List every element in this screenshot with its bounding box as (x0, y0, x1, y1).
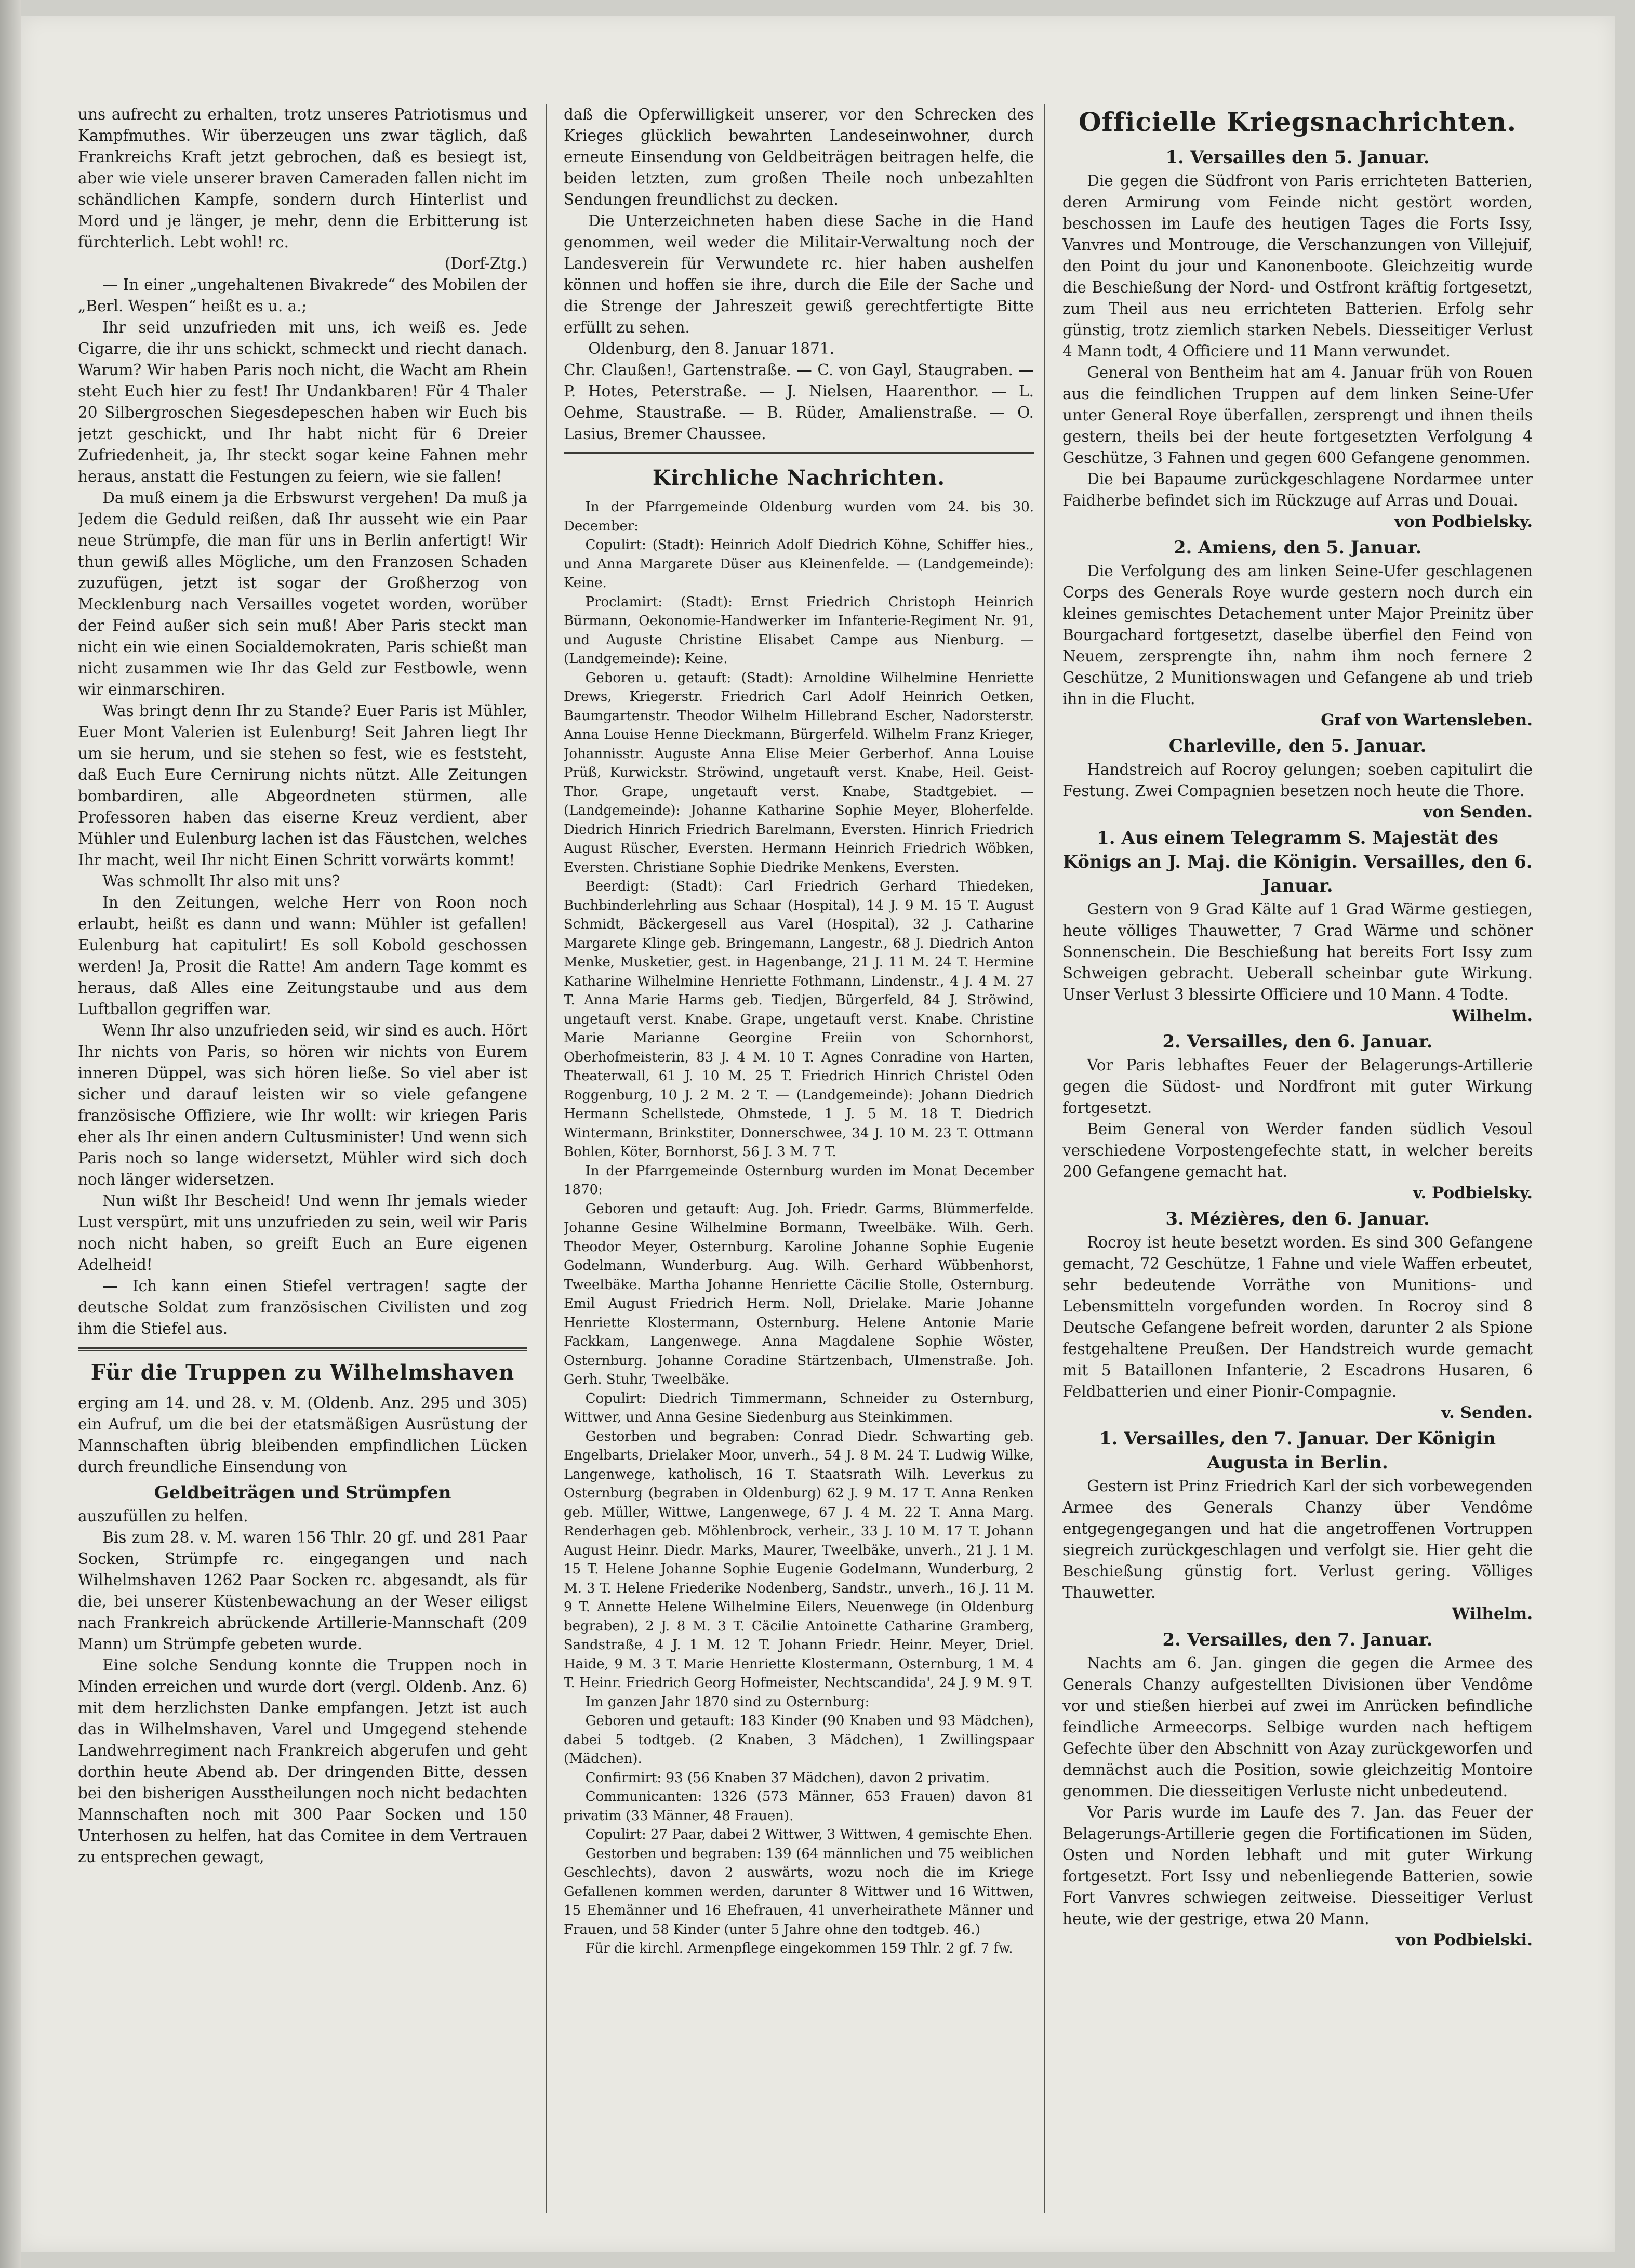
article-text: erging am 14. und 28. v. M. (Oldenb. Anz. 295 und 305) ein Aufruf, um die bei der etatsmäßigen Ausrüstung der Mannschaften übrig bleibenden empfindlichen Lücken durch freundliche Einsendung von (78, 1394, 527, 1476)
notice: Beerdigt: (Stadt): Carl Friedrich Gerhard Thiedeken, Buchbinderlehrling aus Schaar (Hospital), 14 J. 9 M. 15 T. August Schmidt, Bäckergesell aus Varel (Hospital), 32 J. Catharine Margarete Klinge geb. Bringemann, Langestr., 68 J. Diedrich Anton Menke, Musketier, gest. in Hagenbange, 21 J. 11 M. 24 T. Hermine Katharine Wilhelmine Henriette Fothmann, Lindenstr., 4 J. 4 M. 27 T. Anna Marie Harms geb. Tiedjen, Bürgerfeld, 84 J. Ströwind, ungetauft verst. Knabe. Grape, ungetauft verst. Knabe. Christine Marie Marianne Georgine Freiin von Schornhorst, Oberhofmeisterin, 83 J. 4 M. 10 T. Agnes Conradine von Harten, Theaterwall, 61 J. 10 M. 25 T. Friedrich Hinrich Christel Oden Roggenburg, 10 J. 2 M. 2 T. — (Landgemeinde): Johann Diedrich Hermann Schellstede, Ohmstede, 1 J. 5 M. 18 T. Diedrich Wintermann, Brinkstiter, Donnerschwee, 34 J. 10 M. 23 T. Ottmann Bohlen, Köter, Bornhorst, 56 J. 3 M. 7 T. (564, 879, 1034, 1160)
article-text: Da muß einem ja die Erbswurst vergehen! Da muß ja Jedem die Geduld reißen, daß Ihr ausseht wie ein Paar neue Strümpfe, die man für uns in Berlin anfertigt! Wir thun gewiß alles Mögliche, um den Franzosen Schaden zuzufügen, jetzt ist sogar der Großherzog von Mecklenburg nach Versailles vogetet worden, worüber der Feind außer sich sein muß! Aber Paris steckt man nicht ein wie einen Socialdemokraten, Paris schießt man nicht zusammen wie Ihr das Geld zur Festbowle, wenn wir einmarschiren. (78, 489, 527, 698)
notice: Communicanten: 1326 (573 Männer, 653 Frauen) davon 81 privatim (33 Männer, 48 Frauen). (564, 1789, 1034, 1824)
section-rule (78, 1347, 527, 1351)
dispatch-title: 1. Versailles, den 7. Januar. Der Königin Augusta in Berlin. (1099, 1428, 1496, 1473)
notice: Copulirt: (Stadt): Heinrich Adolf Diedrich Köhne, Schiffer hies., und Anna Margarete Düser aus Kleinenfelde. — (Landgemeinde): Keine. (564, 537, 1034, 591)
dispatch-signature: v. Podbielsky. (1413, 1184, 1533, 1202)
article-text: Was bringt denn Ihr zu Stande? Euer Paris ist Mühler, Euer Mont Valerien ist Eulenburg! Seit Jahren liegt Ihr um sie herum, und sie stehen so fest, wie es feststeht, daß Euch Eure Cernirung nichts nützt. Alle Zeitungen bombardiren, alle Abgeordneten stürmen, alle Professoren haben das eiserne Kreuz verdient, aber Mühler und Eulenburg lachen ist das Fäustchen, welches Ihr macht, weil Ihr nicht Einen Schritt vorwärts kommt! (78, 702, 527, 869)
book-gutter (0, 0, 21, 2268)
dispatch-text: Rocroy ist heute besetzt worden. Es sind 300 Gefangene gemacht, 72 Geschütze, 1 Fahne und viele Waffen erbeutet, sehr bedeutende Vorräthe von Munitions- und Lebensmitteln vorgefunden worden. In Rocroy sind 8 Deutsche Gefangene befreit worden, darunter 2 als Spione festgehaltene Preußen. Der Handstreich wurde gemacht mit 5 Bataillonen Infanterie, 2 Escadrons Husaren, 6 Feldbatterien und einer Pionir-Compagnie. (1062, 1234, 1533, 1400)
dispatch-text: Gestern ist Prinz Friedrich Karl der sich vorbewegenden Armee des Generals Chanzy über Vendôme entgegengegangen und hat die angetroffenen Vortruppen siegreich zurückgeschlagen und verfolgt sie. Hier geht die Beschießung günstig fort. Verlust gering. Völliges Thauwetter. (1062, 1477, 1533, 1601)
notice: Gestorben und begraben: 139 (64 männlichen und 75 weiblichen Geschlechts), davon 2 auswärts, wozu noch die im Kriege Gefallenen kommen werden, darunter 8 Wittwer und 16 Wittwen, 15 Ehemänner und 16 Ehefrauen, 41 unverheirathete Männer und Frauen, und 58 Kinder (unter 5 Jahre ohne den todtgeb. 46.) (564, 1846, 1034, 1938)
dispatch-text: Gestern von 9 Grad Kälte auf 1 Grad Wärme gestiegen, heute völliges Thauwetter, 7 Grad Wärme und schöner Sonnenschein. Die Beschießung hat bereits Fort Issy zum Schweigen gebracht. Ueberall scheinbar gute Wirkung. Unser Verlust 3 blessirte Officiere und 10 Mann. 4 Todte. (1062, 900, 1533, 1003)
page-section-title: Officielle Kriegsnachrichten. (1078, 107, 1517, 137)
dispatch-signature: Wilhelm. (1452, 1604, 1533, 1623)
notice: Für die kirchl. Armenpflege eingekommen 159 Thlr. 2 gf. 7 fw. (585, 1941, 1013, 1956)
article-text: Nun wißt Ihr Bescheid! Und wenn Ihr jemals wieder Lust verspürt, mit uns unzufrieden zu sein, weil wir Paris noch nicht haben, so greift Euch an Eure eigenen Adelheid! (78, 1192, 527, 1274)
notice: Proclamirt: (Stadt): Ernst Friedrich Christoph Heinrich Bürmann, Oekonomie-Handwerker im Infanterie-Regiment Nr. 91, und Auguste Christine Elisabet Campe aus Nienburg. — (Landgemeinde): Keine. (564, 594, 1034, 667)
section-heading: Für die Truppen zu Wilhelmshaven (90, 1360, 515, 1385)
column-divider (546, 104, 547, 2213)
notice: Geboren und getauft: 183 Kinder (90 Knaben und 93 Mädchen), dabei 5 todtgeb. (2 Knaben, 3 Mädchen), 1 Zwillingspaar (Mädchen). (564, 1713, 1034, 1767)
dispatch-text: General von Bentheim hat am 4. Januar früh von Rouen aus die feindlichen Truppen auf dem linken Seine-Ufer unter General Roye überfallen, zersprengt und ihnen theils gestern, theils bei der heute fortgesetzten Verfolgung 4 Geschütze, 3 Fahnen und gegen 600 Gefangene genommen. (1062, 364, 1533, 467)
dispatch-title: 1. Versailles den 5. Januar. (1165, 147, 1430, 168)
article-text: Eine solche Sendung konnte die Truppen noch in Minden erreichen und wurde dort (vergl. Oldenb. Anz. 6) mit dem herzlichsten Danke empfangen. Jetzt ist auch das in Wilhelmshaven, Varel und Umgegend stehende Landwehrregiment nach Frankreich abgerufen und geht dorthin heute Abend ab. Der dringenden Bitte, dessen bei den bisherigen Ausstheilungen noch nicht bedachten Mannschaften noch mit 300 Paar Socken und 150 Unterhosen zu helfen, hat das Comitee in dem Vertrauen zu entsprechen gewagt, (78, 1656, 527, 1866)
notice: Im ganzen Jahr 1870 sind zu Osternburg: (585, 1694, 870, 1710)
notice: In der Pfarrgemeinde Osternburg wurden im Monat December 1870: (564, 1163, 1034, 1198)
section-rule (564, 452, 1034, 456)
article-text: — In einer „ungehaltenen Bivakrede“ des Mobilen der „Berl. Wespen“ heißt es u. a.; (78, 276, 527, 315)
subheading: Geldbeiträgen und Strümpfen (154, 1482, 451, 1503)
dispatch-text: Beim General von Werder fanden südlich Vesoul verschiedene Vorpostengefechte statt, in welcher bereits 200 Gefangene gemacht hat. (1062, 1120, 1533, 1181)
notice: In der Pfarrgemeinde Oldenburg wurden vom 24. bis 30. December: (564, 499, 1034, 534)
dispatch-text: Nachts am 6. Jan. gingen die gegen die Armee des Generals Chanzy aufgestellten Divisionen über Vendôme vor und stießen hierbei auf zwei im Anrücken befindliche feindliche Armeecorps. Selbige wurden nach heftigem Gefechte über den Abschnitt von Azay zurückgeworfen und demnächst auch die Position, sowie gleichzeitig Montoire genommen. Die diesseitigen Verluste nicht unbedeutend. (1062, 1654, 1533, 1800)
signatories: Chr. Claußen!, Gartenstraße. — C. von Gayl, Staugraben. — P. Hotes, Peterstraße. — J. Nielsen, Haarenthor. — L. Oehme, Staustraße. — B. Rüder, Amalienstraße. — O. Lasius, Bremer Chaussee. (564, 361, 1034, 443)
dispatch-text: Die gegen die Südfront von Paris errichteten Batterien, deren Armirung vom Feinde nicht gestört worden, beschossen im Laufe des heutigen Tages die Forts Issy, Vanvres und Montrouge, die Verschanzungen von Villejuif, den Point du jour und Kanonenboote. Gleichzeitig wurde die Beschießung der Nord- und Ostfront kräftig fortgesetzt, zum Theil aus neu errichteten Batterien. Erfolg sehr günstig, trotz ziemlich starken Nebels. Diesseitiger Verlust 4 Mann todt, 4 Officiere und 11 Mann verwundet. (1062, 172, 1533, 360)
article-text: — Ich kann einen Stiefel vertragen! sagte der deutsche Soldat zum französischen Civilisten und zog ihm die Stiefel aus. (78, 1277, 527, 1337)
dispatch-signature: Wilhelm. (1452, 1006, 1533, 1025)
dispatch-text: Vor Paris wurde im Laufe des 7. Jan. das Feuer der Belagerungs-Artillerie gegen die Fortificationen im Süden, Osten und Norden lebhaft und mit guter Wirkung fortgesetzt. Fort Issy und nebenliegende Batterien, sowie Fort Vanvres schwiegen zeitweise. Diesseitiger Verlust heute, wie der gestrige, etwa 20 Mann. (1062, 1803, 1533, 1928)
notice: Gestorben und begraben: Conrad Diedr. Schwarting geb. Engelbarts, Drielaker Moor, unverh., 54 J. 8 M. 24 T. Ludwig Wilke, Langenwege, katholisch, 16 T. Staatsrath Wilh. Leverkus zu Osternburg (begraben in Oldenburg) 62 J. 9 M. 17 T. Anna Renken geb. Müller, Wittwe, Langenwege, 67 J. 4 M. 22 T. Anna Marg. Renderhagen geb. Möhlenbrock, verheir., 33 J. 10 M. 17 T. Johann August Heinr. Diedr. Marks, Maurer, Tweelbäke, unverh., 21 J. 1 M. 15 T. Helene Johanne Sophie Eugenie Godelmann, Wunderburg, 2 M. 3 T. Helene Friederike Nodenberg, Sandstr., unverh., 16 J. 11 M. 9 T. Annette Helene Wilhelmine Eilers, Neuenwege (in Oldenburg begraben), 2 J. 8 M. 3 T. Cäcilie Antoinette Catharine Gramberg, Sandstraße, 4 J. 1 M. 12 T. Johann Friedr. Heinr. Meyer, Driel. Haide, 9 M. 3 T. Marie Henriette Klostermann, Osternburg, 1 M. 4 T. Heinr. Friedrich Georg Hofmeister, Nechtscandida', 24 J. 9 M. 9 T. (564, 1428, 1034, 1691)
dispatch-text: Die Verfolgung des am linken Seine-Ufer geschlagenen Corps des Generals Roye wurde gestern noch durch ein kleines gemischtes Detachement unter Major Preinitz über Bourgachard fortgesetzt, daselbe überfiel den Feind von Neuem, zersprengte ihn, nahm ihm noch fernere 2 Geschütze, 2 Munitionswagen und Gefangene ab und trieb ihn in die Flucht. (1062, 562, 1533, 708)
dispatch-title: Charleville, den 5. Januar. (1168, 736, 1427, 757)
dispatch-title: 2. Amiens, den 5. Januar. (1173, 537, 1422, 558)
article-text: daß die Opferwilligkeit unserer, vor den Schrecken des Krieges glücklich bewahrten Landeseinwohner, durch erneute Einsendung von Geldbeiträgen beitragen helfe, die beiden letzten, zum großen Theile noch unbezahlten Sendungen freundlichst zu decken. (564, 105, 1034, 208)
article-text: Bis zum 28. v. M. waren 156 Thlr. 20 gf. und 281 Paar Socken, Strümpfe rc. eingegangen und nach Wilhelmshaven 1262 Paar Socken rc. abgesandt, als für die, bei unserer Küstenbewachung an der Weser eiligst nach Frankreich abrückende Artillerie-Mannschaft (209 Mann) um Strümpfe gebeten wurde. (78, 1529, 527, 1653)
dispatch-signature: Graf von Wartensleben. (1321, 711, 1533, 730)
dispatch-signature: von Senden. (1423, 803, 1533, 821)
church-notices (564, 498, 1034, 1958)
notice: Geboren und getauft: Aug. Joh. Friedr. Garms, Blümmerfelde. Johanne Gesine Wilhelmine Bormann, Tweelbäke. Wilh. Gerh. Theodor Meyer, Osternburg. Karoline Johanne Sophie Eugenie Godelmann, Wunderburg. Aug. Wilh. Gerhard Wübbenhorst, Tweelbäke. Martha Johanne Henriette Cäcilie Stolle, Osternburg. Emil August Friedrich Herm. Noll, Drielake. Marie Johanne Henriette Klostermann, Osternburg. Helene Antonie Marie Fackkam, Langenwege. Anna Magdalene Sophie Wöster, Osternburg. Johanne Coradine Stärtzenbach, Ulmenstraße. Joh. Gerh. Stuhr, Tweelbäke. (564, 1201, 1034, 1387)
article-text: Wenn Ihr also unzufrieden seid, wir sind es auch. Hört Ihr nichts von Paris, so hören wir nichts von Eurem inneren Düppel, was sich hören ließe. So viel aber ist sicher und darauf leisten wir so viele gefangene französische Offiziere, wie Ihr wollt: wir kriegen Paris eher als Ihr einen andern Cultusminister! Und wenn sich Paris noch so lange widersetzt, Mühler wird sich doch noch länger widersetzen. (78, 1022, 527, 1188)
dispatch-text: Die bei Bapaume zurückgeschlagene Nordarmee unter Faidherbe befindet sich im Rückzuge auf Arras und Douai. (1062, 470, 1533, 509)
dispatch-text: Handstreich auf Rocroy gelungen; soeben capitulirt die Festung. Zwei Compagnien besetzen noch heute die Thore. (1062, 761, 1533, 800)
article-text: uns aufrecht zu erhalten, trotz unseres Patriotismus und Kampfmuthes. Wir überzeugen uns zwar täglich, daß Frankreichs Kraft jetzt gebrochen, daß es besiegt ist, aber wie viele unserer braven Cameraden fallen nicht im schändlichen Kampfe, sondern durch Hinterlist und Mord und je länger, je mehr, denn die Erbitterung ist fürchterlich. Lebt wohl! rc. (78, 105, 527, 251)
dateline: Oldenburg, den 8. Januar 1871. (588, 340, 834, 357)
notice: Copulirt: 27 Paar, dabei 2 Wittwer, 3 Wittwen, 4 gemischte Ehen. (585, 1827, 1033, 1842)
article-text: Ihr seid unzufrieden mit uns, ich weiß es. Jede Cigarre, die ihr uns schickt, schmeckt und riecht danach. Warum? Wir haben Paris noch nicht, die Wacht am Rhein steht Euch hier zu fest! Ihr Undankbaren! Für 4 Thaler 20 Silbergroschen Siegesdepeschen haben wir Euch bis jetzt geschickt, und Ihr habt nicht für 6 Dreier Zufriedenheit, ja, Ihr steckt sogar keine Fahnen mehr heraus, anstatt die Festungen zu feiern, wie sie fallen! (78, 319, 527, 485)
source-signature: (Dorf-Ztg.) (445, 255, 527, 272)
notice: Copulirt: Diedrich Timmermann, Schneider zu Osternburg, Wittwer, und Anna Gesine Siedenburg aus Steinkimmen. (564, 1390, 1034, 1425)
column-1 (78, 104, 527, 2213)
dispatch-title: 3. Mézières, den 6. Januar. (1165, 1209, 1430, 1229)
column-3 (1062, 104, 1533, 2213)
section-heading: Kirchliche Nachrichten. (652, 466, 946, 490)
dispatch-signature: von Podbielski. (1395, 1931, 1533, 1949)
article-text: In den Zeitungen, welche Herr von Roon noch erlaubt, heißt es dann und wann: Mühler ist gefallen! Eulenburg hat capitulirt! Es soll Kobold geschossen werden! Ja, Prosit die Ratte! Am andern Tage kommt es heraus, daß Alles eine Zeitungstaube und aus dem Luftballon gegriffen war. (78, 894, 527, 1018)
dispatch-title: 2. Versailles, den 7. Januar. (1162, 1629, 1433, 1650)
column-2 (564, 104, 1034, 2213)
article-text: Die Unterzeichneten haben diese Sache in die Hand genommen, weil weder die Militair-Verwaltung noch der Landesverein für Verwundete rc. hier haben aushelfen können und hoffen sie ihre, durch die Eile der Sache und die Strenge der Jahreszeit gewiß gerechtfertigte Bitte erfüllt zu sehen. (564, 212, 1034, 336)
notice: Geboren u. getauft: (Stadt): Arnoldine Wilhelmine Henriette Drews, Kriegerstr. Friedrich Carl Adolf Heinrich Oetken, Baumgartenstr. Theodor Wilhelm Hillebrand Escher, Nadorsterstr. Anna Louise Henne Dieckmann, Bürgerfeld. Wilhelm Franz Krieger, Johannisstr. Auguste Anna Elise Meier Gerberhof. Anna Louise Prüß, Kurwickstr. Ströwind, ungetauft verst. Knabe, Heil. Geist-Thor. Grape, ungetauft verst. Knabe, Stadtgebiet. — (Landgemeinde): Johanne Katharine Sophie Meyer, Bloherfelde. Diedrich Hinrich Friedrich Barelmann, Eversten. Hinrich Friedrich August Rüscher, Eversten. Hermann Heinrich Friedrich Wöbken, Eversten. Christiane Sophie Diedrike Menkens, Eversten. (564, 670, 1034, 876)
dispatch-title: 1. Aus einem Telegramm S. Majestät des Königs an J. Maj. die Königin. Versailles, den 6. Januar. (1062, 828, 1533, 896)
dispatch-signature: v. Senden. (1441, 1403, 1533, 1422)
article-text: Was schmollt Ihr also mit uns? (102, 872, 340, 890)
dispatch-title: 2. Versailles, den 6. Januar. (1162, 1031, 1433, 1052)
notice: Confirmirt: 93 (56 Knaben 37 Mädchen), davon 2 privatim. (585, 1770, 990, 1786)
column-divider (1044, 104, 1045, 2213)
dispatch-signature: von Podbielsky. (1394, 512, 1533, 531)
article-text: auszufüllen zu helfen. (78, 1507, 248, 1525)
dispatch-text: Vor Paris lebhaftes Feuer der Belagerungs-Artillerie gegen die Südost- und Nordfront mit guter Wirkung fortgesetzt. (1062, 1056, 1533, 1117)
